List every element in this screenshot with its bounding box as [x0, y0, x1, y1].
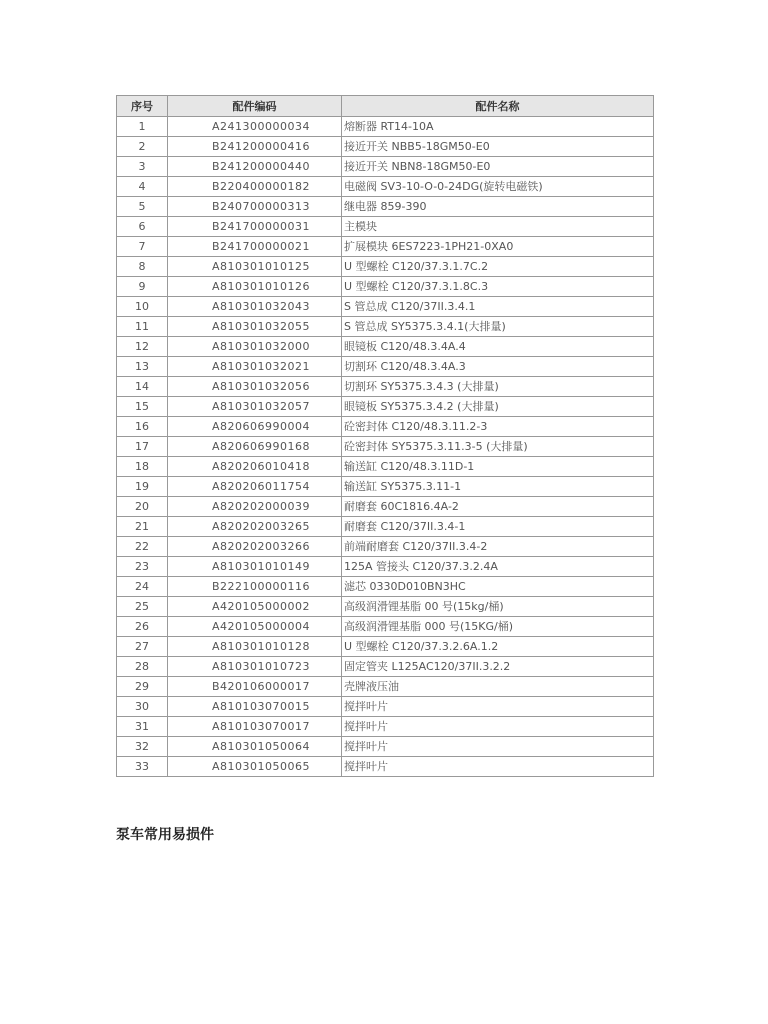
table-row	[117, 197, 654, 217]
table-row	[117, 237, 654, 257]
part-code: A810301032000	[168, 337, 342, 357]
row-index: 9	[117, 277, 168, 297]
table-row	[117, 417, 654, 437]
part-code: A810301010723	[168, 657, 342, 677]
row-index: 1	[117, 117, 168, 137]
table-row	[117, 297, 654, 317]
section-title: 泵车常用易损件	[116, 827, 214, 843]
table-row	[117, 737, 654, 757]
part-code: A820206011754	[168, 477, 342, 497]
part-name: 熔断器 RT14-10A	[342, 117, 654, 137]
part-name: 输送缸 C120/48.3.11D-1	[342, 457, 654, 477]
part-name: 前端耐磨套 C120/37II.3.4-2	[342, 537, 654, 557]
row-index: 21	[117, 517, 168, 537]
header-code: 配件编码	[168, 96, 342, 117]
part-code: A820206010418	[168, 457, 342, 477]
row-index: 7	[117, 237, 168, 257]
table-row	[117, 217, 654, 237]
row-index: 3	[117, 157, 168, 177]
part-code: A820606990004	[168, 417, 342, 437]
row-index: 17	[117, 437, 168, 457]
part-name: 切割环 C120/48.3.4A.3	[342, 357, 654, 377]
part-code: A810301032043	[168, 297, 342, 317]
table-row	[117, 577, 654, 597]
part-name: 搅拌叶片	[342, 737, 654, 757]
row-index: 26	[117, 617, 168, 637]
table-row	[117, 357, 654, 377]
part-name: 高级润滑锂基脂 00 号(15kg/桶)	[342, 597, 654, 617]
table-row	[117, 697, 654, 717]
part-code: A820202003266	[168, 537, 342, 557]
table-row	[117, 137, 654, 157]
part-code: A810301032055	[168, 317, 342, 337]
part-name: S 管总成 SY5375.3.4.1(大排量)	[342, 317, 654, 337]
part-name: 电磁阀 SV3-10-O-0-24DG(旋转电磁铁)	[342, 177, 654, 197]
table-header-row	[117, 96, 654, 117]
part-code: A820202003265	[168, 517, 342, 537]
table-row	[117, 637, 654, 657]
table-row	[117, 677, 654, 697]
header-name: 配件名称	[342, 96, 654, 117]
part-name: 接近开关 NBN8-18GM50-E0	[342, 157, 654, 177]
table-row	[117, 757, 654, 777]
table-body	[117, 117, 654, 777]
part-code: A810103070017	[168, 717, 342, 737]
row-index: 18	[117, 457, 168, 477]
table-row	[117, 517, 654, 537]
part-name: 125A 管接头 C120/37.3.2.4A	[342, 557, 654, 577]
row-index: 10	[117, 297, 168, 317]
part-code: A810301050065	[168, 757, 342, 777]
part-name: U 型螺栓 C120/37.3.1.7C.2	[342, 257, 654, 277]
part-code: B240700000313	[168, 197, 342, 217]
table-row	[117, 157, 654, 177]
part-name: 高级润滑锂基脂 000 号(15KG/桶)	[342, 617, 654, 637]
part-code: A810301010125	[168, 257, 342, 277]
row-index: 14	[117, 377, 168, 397]
part-name: 主模块	[342, 217, 654, 237]
part-code: A820202000039	[168, 497, 342, 517]
table-row	[117, 557, 654, 577]
row-index: 2	[117, 137, 168, 157]
parts-table	[116, 95, 654, 777]
row-index: 16	[117, 417, 168, 437]
part-code: A420105000004	[168, 617, 342, 637]
part-name: 接近开关 NBB5-18GM50-E0	[342, 137, 654, 157]
part-code: A810301010149	[168, 557, 342, 577]
part-name: 耐磨套 60C1816.4A-2	[342, 497, 654, 517]
part-name: 扩展模块 6ES7223-1PH21-0XA0	[342, 237, 654, 257]
table-row	[117, 437, 654, 457]
row-index: 8	[117, 257, 168, 277]
part-name: 砼密封体 SY5375.3.11.3-5 (大排量)	[342, 437, 654, 457]
row-index: 5	[117, 197, 168, 217]
row-index: 32	[117, 737, 168, 757]
part-code: B222100000116	[168, 577, 342, 597]
part-code: A810301050064	[168, 737, 342, 757]
row-index: 33	[117, 757, 168, 777]
part-name: S 管总成 C120/37II.3.4.1	[342, 297, 654, 317]
row-index: 6	[117, 217, 168, 237]
part-name: 砼密封体 C120/48.3.11.2-3	[342, 417, 654, 437]
part-name: U 型螺栓 C120/37.3.1.8C.3	[342, 277, 654, 297]
row-index: 4	[117, 177, 168, 197]
table-row	[117, 457, 654, 477]
row-index: 29	[117, 677, 168, 697]
part-name: 搅拌叶片	[342, 757, 654, 777]
row-index: 19	[117, 477, 168, 497]
part-code: A420105000002	[168, 597, 342, 617]
row-index: 27	[117, 637, 168, 657]
part-code: B420106000017	[168, 677, 342, 697]
part-code: A241300000034	[168, 117, 342, 137]
part-code: A810301032057	[168, 397, 342, 417]
part-name: 搅拌叶片	[342, 697, 654, 717]
part-code: A810301032021	[168, 357, 342, 377]
part-name: 继电器 859-390	[342, 197, 654, 217]
table-row	[117, 597, 654, 617]
table-row	[117, 117, 654, 137]
part-name: 滤芯 0330D010BN3HC	[342, 577, 654, 597]
table-row	[117, 397, 654, 417]
row-index: 25	[117, 597, 168, 617]
table-row	[117, 257, 654, 277]
part-name: 眼镜板 SY5375.3.4.2 (大排量)	[342, 397, 654, 417]
part-name: U 型螺栓 C120/37.3.2.6A.1.2	[342, 637, 654, 657]
row-index: 11	[117, 317, 168, 337]
row-index: 13	[117, 357, 168, 377]
table-row	[117, 717, 654, 737]
part-code: A810103070015	[168, 697, 342, 717]
part-name: 眼镜板 C120/48.3.4A.4	[342, 337, 654, 357]
part-name: 耐磨套 C120/37II.3.4-1	[342, 517, 654, 537]
part-code: B241200000416	[168, 137, 342, 157]
row-index: 23	[117, 557, 168, 577]
table-row	[117, 337, 654, 357]
part-name: 壳牌液压油	[342, 677, 654, 697]
table-row	[117, 377, 654, 397]
part-code: A820606990168	[168, 437, 342, 457]
row-index: 20	[117, 497, 168, 517]
part-code: A810301010126	[168, 277, 342, 297]
part-code: A810301010128	[168, 637, 342, 657]
table-row	[117, 617, 654, 637]
part-name: 固定管夹 L125AC120/37II.3.2.2	[342, 657, 654, 677]
row-index: 30	[117, 697, 168, 717]
part-code: A810301032056	[168, 377, 342, 397]
part-name: 切割环 SY5375.3.4.3 (大排量)	[342, 377, 654, 397]
row-index: 22	[117, 537, 168, 557]
part-code: B241700000031	[168, 217, 342, 237]
table-row	[117, 537, 654, 557]
row-index: 24	[117, 577, 168, 597]
part-code: B241700000021	[168, 237, 342, 257]
table-row	[117, 317, 654, 337]
table-row	[117, 277, 654, 297]
table-row	[117, 657, 654, 677]
row-index: 31	[117, 717, 168, 737]
part-name: 输送缸 SY5375.3.11-1	[342, 477, 654, 497]
row-index: 15	[117, 397, 168, 417]
table-row	[117, 497, 654, 517]
table-row	[117, 477, 654, 497]
row-index: 12	[117, 337, 168, 357]
part-name: 搅拌叶片	[342, 717, 654, 737]
table-row	[117, 177, 654, 197]
header-index: 序号	[117, 96, 168, 117]
part-code: B241200000440	[168, 157, 342, 177]
row-index: 28	[117, 657, 168, 677]
part-code: B220400000182	[168, 177, 342, 197]
